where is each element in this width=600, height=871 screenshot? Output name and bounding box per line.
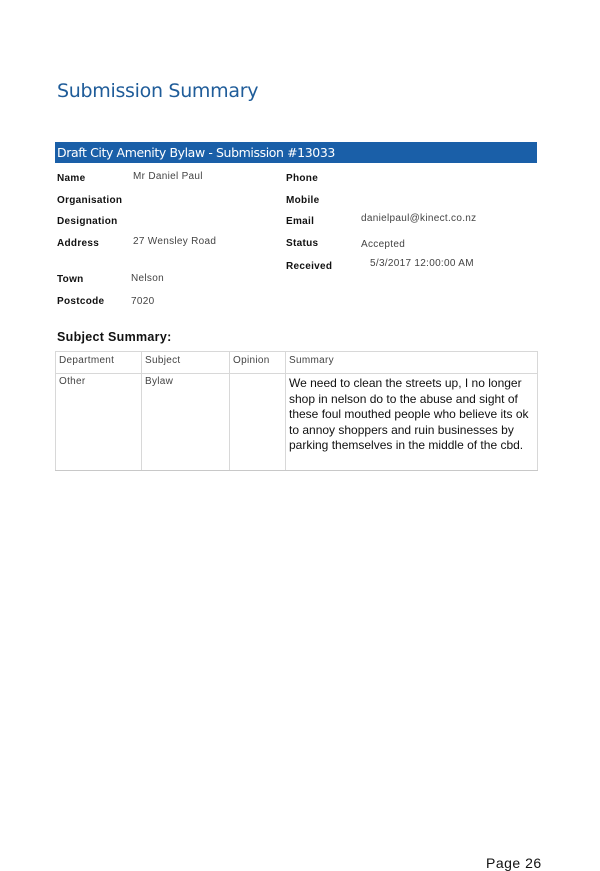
status-value: Accepted	[361, 239, 406, 250]
address-value: 27 Wensley Road	[133, 236, 217, 247]
column-header-department: Department	[56, 352, 142, 374]
column-header-subject: Subject	[142, 352, 230, 374]
town-value: Nelson	[131, 273, 164, 284]
postcode-label: Postcode	[57, 296, 105, 307]
submission-banner: Draft City Amenity Bylaw - Submission #13033	[55, 142, 537, 163]
email-value: danielpaul@kinect.co.nz	[361, 213, 477, 224]
page-title: Submission Summary	[57, 80, 259, 102]
mobile-label: Mobile	[286, 195, 320, 206]
table-row	[56, 374, 538, 471]
department-cell: Other	[56, 374, 142, 471]
phone-label: Phone	[286, 173, 319, 184]
subject-summary-table	[55, 351, 538, 471]
postcode-value: 7020	[131, 296, 155, 307]
received-value: 5/3/2017 12:00:00 AM	[370, 258, 474, 269]
table-header-row	[56, 352, 538, 374]
column-header-opinion: Opinion	[230, 352, 286, 374]
received-label: Received	[286, 261, 333, 272]
address-label: Address	[57, 238, 100, 249]
opinion-cell	[230, 374, 286, 471]
organisation-label: Organisation	[57, 195, 123, 206]
name-label: Name	[57, 173, 86, 184]
status-label: Status	[286, 238, 319, 249]
email-label: Email	[286, 216, 315, 227]
name-value: Mr Daniel Paul	[133, 171, 203, 182]
page-number: Page 26	[486, 855, 542, 871]
town-label: Town	[57, 274, 84, 285]
designation-label: Designation	[57, 216, 118, 227]
summary-cell: We need to clean the streets up, I no longer shop in nelson do to the abuse and sight of these foul mouthed people who believe its ok to annoy shoppers and ruin businesses by parking themselves in the middle of the cbd.	[286, 374, 538, 471]
subject-summary-heading: Subject Summary:	[57, 330, 172, 344]
subject-cell: Bylaw	[142, 374, 230, 471]
column-header-summary: Summary	[286, 352, 538, 374]
